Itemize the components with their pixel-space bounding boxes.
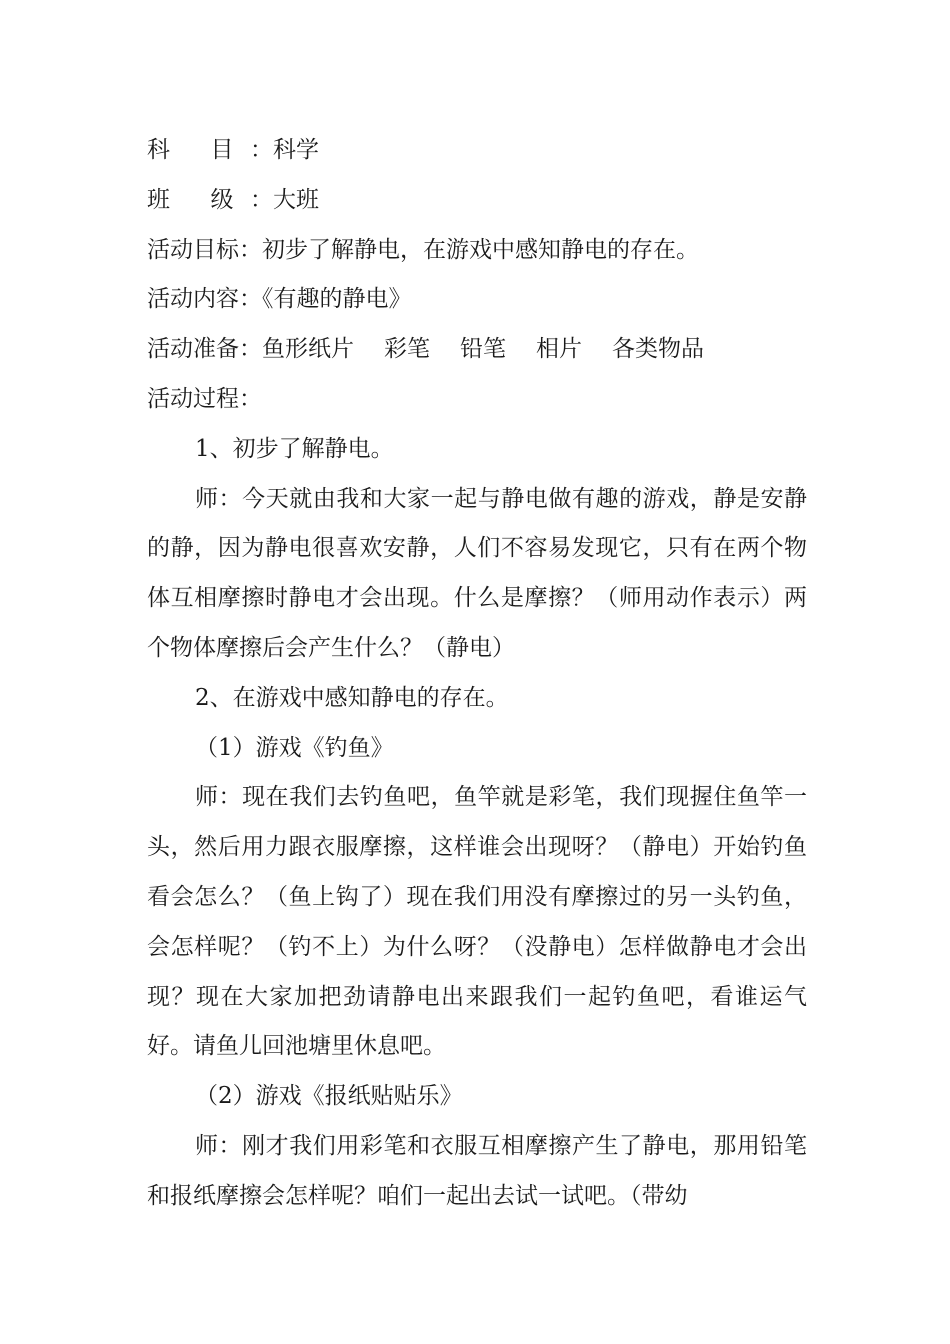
prep-item: 铅笔 <box>460 336 506 363</box>
process-label: 活动过程： <box>147 385 262 412</box>
prep-label: 活动准备： <box>147 336 262 363</box>
grade-row <box>147 176 807 226</box>
content-value: 《有趣的静电》 <box>262 286 412 313</box>
goal-label: 活动目标： <box>147 236 262 263</box>
prep-item: 相片 <box>536 336 582 363</box>
game-2-heading: （2）游戏《报纸贴贴乐》 <box>195 1083 463 1110</box>
content-row <box>147 275 807 325</box>
prep-item: 彩笔 <box>384 336 430 363</box>
prep-item: 鱼形纸片 <box>262 336 354 363</box>
game-1-heading: （1）游戏《钓鱼》 <box>195 734 394 761</box>
section-1-heading: 1、初步了解静电。 <box>195 435 394 462</box>
content-label: 活动内容： <box>147 286 262 313</box>
prep-item: 各类物品 <box>612 336 704 363</box>
subject-row <box>147 126 807 176</box>
lesson-plan-body <box>147 126 807 1222</box>
section-1-paragraph: 师：今天就由我和大家一起与静电做有趣的游戏，静是安静的静，因为静电很喜欢安静，人们不容易发现它，只有在两个物体互相摩擦时静电才会出现。什么是摩擦？（师用动作表示）两个物体摩擦后会产生什么？（静电） <box>147 485 807 661</box>
goal-value: 初步了解静电，在游戏中感知静电的存在。 <box>262 236 699 263</box>
grade-value: 大班 <box>273 186 319 213</box>
game-1-paragraph: 师：现在我们去钓鱼吧，鱼竿就是彩笔，我们现握住鱼竿一头，然后用力跟衣服摩擦，这样谁会出现呀？（静电）开始钓鱼看会怎么？（鱼上钩了）现在我们用没有摩擦过的另一头钓鱼，会怎样呢？（钓不上）为什么呀？（没静电）怎样做静电才会出现？现在大家加把劲请静电出来跟我们一起钓鱼吧，看谁运气好。请鱼儿回池塘里休息吧。 <box>147 784 807 1060</box>
section-2-heading: 2、在游戏中感知静电的存在。 <box>195 684 509 711</box>
prep-row <box>147 325 807 375</box>
subject-value: 科学 <box>273 137 319 163</box>
game-2-paragraph: 师：刚才我们用彩笔和衣服互相摩擦产生了静电，那用铅笔和报纸摩擦会怎样呢？咱们一起出去试一试吧。（带幼 <box>147 1132 807 1209</box>
grade-label: 班 级： <box>147 186 273 213</box>
goal-row <box>147 226 807 276</box>
subject-label: 科 目： <box>147 137 273 163</box>
